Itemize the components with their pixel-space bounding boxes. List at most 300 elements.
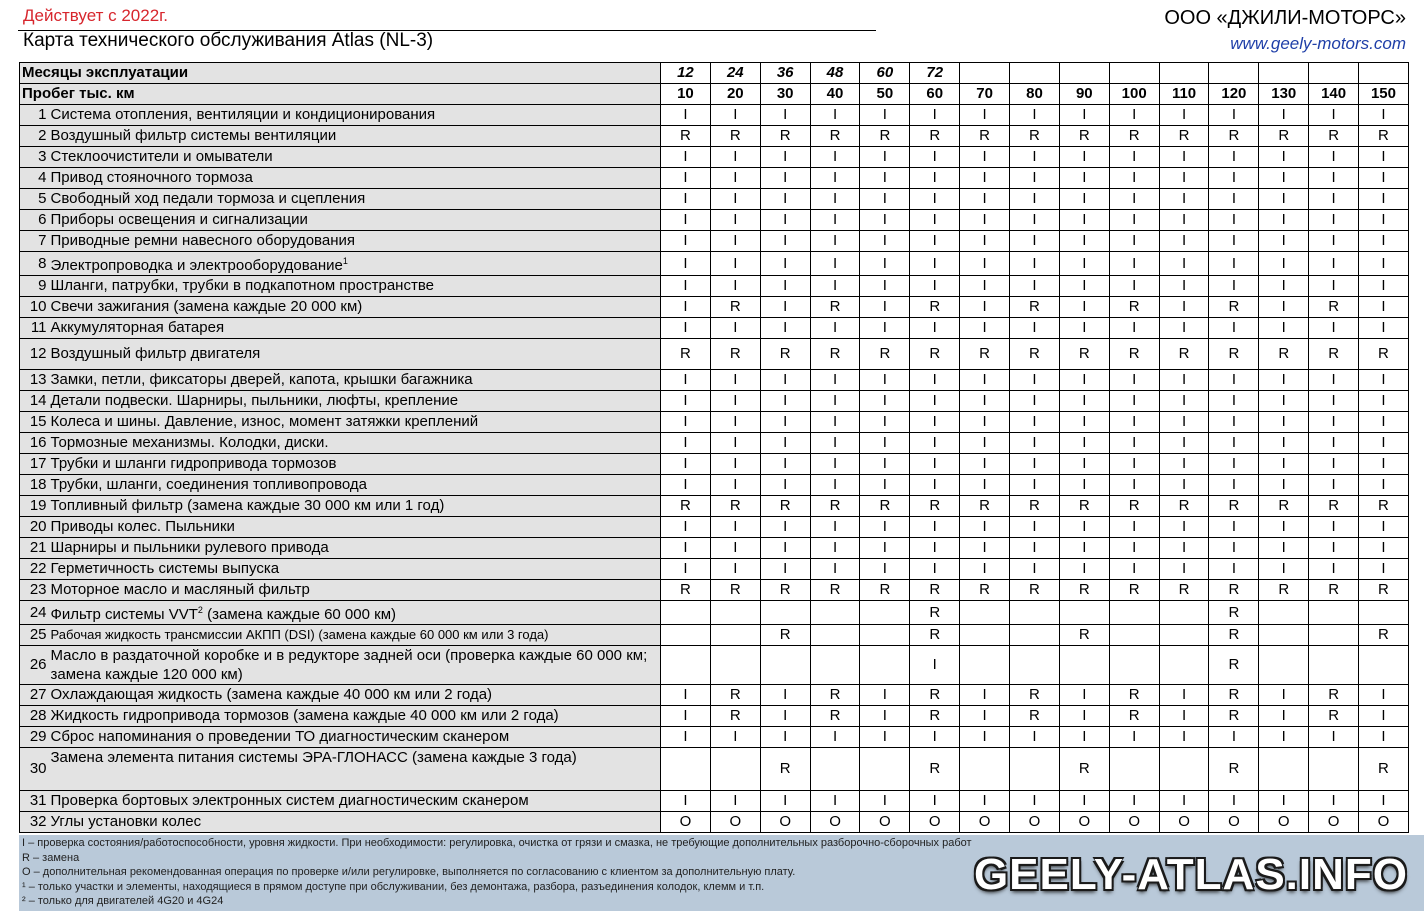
row-name [49,791,661,812]
schedule-cell: R [1010,685,1060,706]
schedule-cell [1259,646,1309,685]
row-name [49,318,661,339]
schedule-cell: I [1059,475,1109,496]
schedule-cell: R [1159,496,1209,517]
schedule-cell: I [1209,231,1259,252]
schedule-cell: R [710,297,760,318]
row-name-text: Шарниры и пыльники рулевого привода [50,539,329,556]
schedule-cell: R [760,339,810,370]
schedule-cell [661,625,711,646]
schedule-cell [760,601,810,625]
schedule-cell [1359,601,1409,625]
table-row [20,496,1409,517]
document-title: Карта технического обслуживания Atlas (NL-3) [23,30,434,51]
schedule-cell: I [760,276,810,297]
schedule-cell: O [1059,812,1109,833]
schedule-cell: I [661,706,711,727]
row-number: 3 [20,147,49,168]
schedule-cell: R [1259,126,1309,147]
schedule-cell: R [910,601,960,625]
schedule-cell: I [1159,475,1209,496]
schedule-cell: I [1259,147,1309,168]
schedule-cell: R [1109,126,1159,147]
schedule-cell: I [710,727,760,748]
schedule-cell: I [1259,412,1309,433]
schedule-cell: R [1159,580,1209,601]
schedule-cell: I [1059,210,1109,231]
schedule-cell: I [1359,370,1409,391]
month-cell [1010,63,1060,84]
schedule-cell: I [1359,210,1409,231]
row-number: 23 [20,580,49,601]
row-name-suffix: (замена каждые 60 000 км) [202,606,396,623]
schedule-cell: I [860,433,910,454]
schedule-cell: I [860,475,910,496]
schedule-cell: I [860,168,910,189]
row-number: 4 [20,168,49,189]
table-row [20,625,1409,646]
row-name-text: Углы установки колес [50,813,202,830]
row-number: 10 [20,297,49,318]
row-name [49,748,661,791]
schedule-cell [710,601,760,625]
schedule-cell [1309,748,1359,791]
schedule-cell: I [1010,433,1060,454]
schedule-cell: I [1159,147,1209,168]
legend-note: R – замена [22,851,80,864]
schedule-cell: I [1059,189,1109,210]
schedule-cell: I [1109,538,1159,559]
schedule-cell: R [910,748,960,791]
row-name [49,559,661,580]
row-number: 15 [20,412,49,433]
schedule-cell: I [1359,727,1409,748]
mileage-cell: 90 [1059,84,1109,105]
schedule-cell: I [1209,791,1259,812]
schedule-cell: I [860,210,910,231]
row-name [49,231,661,252]
table-row [20,580,1409,601]
row-name-text: Воздушный фильтр двигателя [50,345,261,362]
schedule-cell: R [910,706,960,727]
schedule-cell: I [1259,210,1309,231]
schedule-cell [1159,601,1209,625]
schedule-cell: I [710,276,760,297]
schedule-cell: I [1109,105,1159,126]
schedule-cell: R [1109,297,1159,318]
row-name [49,496,661,517]
schedule-cell: I [710,538,760,559]
schedule-cell: R [1059,748,1109,791]
table-row [20,475,1409,496]
mileage-cell: 40 [810,84,860,105]
schedule-cell: R [1059,339,1109,370]
schedule-cell: I [1259,517,1309,538]
schedule-cell: I [810,454,860,475]
schedule-cell: I [1059,105,1109,126]
schedule-cell: I [1259,433,1309,454]
schedule-cell: O [960,812,1010,833]
schedule-cell: I [1059,252,1109,276]
schedule-cell: I [1109,252,1159,276]
schedule-cell [710,646,760,685]
schedule-cell: I [661,370,711,391]
mileage-cell: 140 [1309,84,1359,105]
schedule-cell: I [1010,210,1060,231]
schedule-cell: I [1209,189,1259,210]
schedule-cell: R [1109,685,1159,706]
months-label: Месяцы эксплуатации [20,63,661,84]
table-row [20,559,1409,580]
schedule-cell: I [760,168,810,189]
schedule-cell: I [1059,433,1109,454]
schedule-cell: I [910,168,960,189]
row-name-text: Охлаждающая жидкость (замена каждые 40 000 км или 2 года) [50,686,493,703]
schedule-cell: I [1309,391,1359,412]
schedule-cell: I [1010,454,1060,475]
table-row [20,706,1409,727]
row-number: 6 [20,210,49,231]
schedule-cell: I [1309,168,1359,189]
table-row [20,231,1409,252]
row-name-text: Воздушный фильтр системы вентиляции [50,127,337,144]
schedule-cell: I [1209,210,1259,231]
row-name [49,433,661,454]
schedule-cell: I [1059,168,1109,189]
schedule-cell: I [1010,475,1060,496]
schedule-cell: I [1109,210,1159,231]
row-name [49,646,661,685]
schedule-cell: R [1359,625,1409,646]
schedule-cell: I [1159,318,1209,339]
mileage-cell: 70 [960,84,1010,105]
schedule-cell: I [1109,147,1159,168]
schedule-cell [860,601,910,625]
schedule-cell: I [810,105,860,126]
row-number: 19 [20,496,49,517]
schedule-cell: R [1059,625,1109,646]
row-name-text: Топливный фильтр (замена каждые 30 000 км или 1 год) [50,497,445,514]
schedule-cell: I [1059,297,1109,318]
schedule-cell: I [1109,391,1159,412]
site-watermark: GEELY-ATLAS.INFO [973,850,1408,899]
table-row [20,727,1409,748]
schedule-cell: I [910,412,960,433]
schedule-cell: I [1109,231,1159,252]
table-row [20,339,1409,370]
schedule-cell: I [760,231,810,252]
schedule-cell: I [1159,559,1209,580]
schedule-cell: I [1309,231,1359,252]
schedule-cell: I [810,189,860,210]
row-name-text: Тормозные механизмы. Колодки, диски. [50,434,329,451]
schedule-cell: I [710,370,760,391]
schedule-cell: I [661,475,711,496]
schedule-cell: I [661,168,711,189]
row-name [49,454,661,475]
schedule-cell: I [1209,391,1259,412]
row-name-text: Приборы освещения и сигнализации [50,211,308,228]
schedule-cell [1109,601,1159,625]
schedule-cell: I [1159,538,1209,559]
month-cell [960,63,1010,84]
schedule-cell: R [710,685,760,706]
schedule-cell: R [1159,339,1209,370]
schedule-cell: I [1359,706,1409,727]
schedule-cell: I [1359,475,1409,496]
schedule-cell: I [1209,412,1259,433]
schedule-cell: I [760,685,810,706]
schedule-cell: I [710,454,760,475]
schedule-cell [710,748,760,791]
month-cell [1259,63,1309,84]
schedule-cell: I [1059,454,1109,475]
row-name [49,168,661,189]
schedule-cell [810,601,860,625]
schedule-cell: I [1309,210,1359,231]
schedule-cell [1159,748,1209,791]
schedule-cell: I [1209,147,1259,168]
schedule-cell: I [1359,791,1409,812]
schedule-cell: R [661,126,711,147]
month-cell [1059,63,1109,84]
schedule-cell: I [1209,370,1259,391]
schedule-cell: R [1309,496,1359,517]
schedule-cell: R [710,339,760,370]
schedule-cell: I [1309,252,1359,276]
schedule-cell: I [910,559,960,580]
row-name [49,189,661,210]
schedule-cell: R [760,748,810,791]
schedule-cell: I [1359,276,1409,297]
schedule-cell: R [810,297,860,318]
schedule-cell: R [810,126,860,147]
month-cell: 12 [661,63,711,84]
schedule-cell: I [1059,147,1109,168]
month-cell: 24 [710,63,760,84]
schedule-cell: R [860,339,910,370]
row-number: 16 [20,433,49,454]
schedule-cell: I [760,297,810,318]
row-name [49,706,661,727]
schedule-cell: I [860,189,910,210]
schedule-cell: R [1209,625,1259,646]
row-name [49,105,661,126]
month-cell: 60 [860,63,910,84]
schedule-cell: I [661,454,711,475]
schedule-cell: I [1109,475,1159,496]
schedule-cell: I [810,391,860,412]
schedule-cell: I [1010,391,1060,412]
row-name-text: Приводные ремни навесного оборудования [50,232,355,249]
row-name [49,475,661,496]
schedule-cell: I [1259,276,1309,297]
row-name-text: Фильтр системы VVT [50,606,198,623]
schedule-cell: I [960,706,1010,727]
month-cell [1309,63,1359,84]
month-cell: 48 [810,63,860,84]
schedule-cell: R [1209,580,1259,601]
schedule-cell: R [1010,339,1060,370]
schedule-cell: I [910,105,960,126]
schedule-cell: R [1209,126,1259,147]
schedule-cell: I [960,685,1010,706]
schedule-cell: I [1259,189,1309,210]
schedule-cell: R [960,580,1010,601]
schedule-cell: I [661,412,711,433]
schedule-cell: I [760,791,810,812]
schedule-cell: I [960,252,1010,276]
row-name-text: Сброс напоминания о проведении ТО диагностическим сканером [50,728,510,745]
table-row [20,791,1409,812]
schedule-cell: I [760,454,810,475]
schedule-cell: R [1259,496,1309,517]
schedule-cell: I [1309,370,1359,391]
row-name [49,517,661,538]
schedule-cell: I [960,370,1010,391]
schedule-cell: I [760,105,810,126]
schedule-cell: R [1010,126,1060,147]
schedule-cell: I [1159,168,1209,189]
schedule-cell: O [1209,812,1259,833]
schedule-cell: I [760,475,810,496]
schedule-cell: I [661,297,711,318]
schedule-cell: O [1259,812,1309,833]
schedule-cell: R [1010,496,1060,517]
schedule-cell: I [860,454,910,475]
row-name [49,812,661,833]
row-number: 32 [20,812,49,833]
schedule-cell: I [1109,168,1159,189]
schedule-cell: I [760,559,810,580]
schedule-cell: I [1309,791,1359,812]
schedule-cell: I [1159,391,1209,412]
mileage-cell: 110 [1159,84,1209,105]
schedule-cell: I [1010,276,1060,297]
schedule-cell: R [760,126,810,147]
schedule-cell: I [661,147,711,168]
schedule-cell: I [1159,210,1209,231]
schedule-cell [810,646,860,685]
schedule-cell: I [910,475,960,496]
schedule-cell: I [910,147,960,168]
schedule-cell: I [860,276,910,297]
schedule-cell: I [1259,727,1309,748]
month-cell [1209,63,1259,84]
schedule-cell: I [1059,538,1109,559]
schedule-cell: I [710,391,760,412]
schedule-cell: I [1159,454,1209,475]
month-cell [1359,63,1409,84]
schedule-cell: I [1259,706,1309,727]
row-number: 31 [20,791,49,812]
valid-from: Действует с 2022г. [23,6,169,25]
schedule-cell [960,601,1010,625]
schedule-cell: R [1309,580,1359,601]
schedule-cell: I [1359,412,1409,433]
schedule-cell: R [1259,339,1309,370]
mileage-cell: 80 [1010,84,1060,105]
schedule-cell: I [710,475,760,496]
schedule-cell: I [960,318,1010,339]
schedule-cell [810,748,860,791]
schedule-cell: I [760,412,810,433]
schedule-cell: I [1059,791,1109,812]
schedule-cell: I [810,517,860,538]
schedule-cell: R [960,126,1010,147]
schedule-cell: I [1010,538,1060,559]
schedule-cell: I [1159,370,1209,391]
schedule-cell: I [810,370,860,391]
row-number: 22 [20,559,49,580]
schedule-cell: R [810,706,860,727]
schedule-cell: I [1359,454,1409,475]
schedule-cell: I [1010,252,1060,276]
row-name [49,580,661,601]
schedule-cell: I [910,433,960,454]
schedule-cell: I [661,105,711,126]
schedule-cell: I [960,168,1010,189]
row-number: 27 [20,685,49,706]
schedule-cell: O [661,812,711,833]
schedule-cell: I [810,727,860,748]
schedule-cell: R [710,580,760,601]
schedule-cell: R [1059,126,1109,147]
month-cell: 72 [910,63,960,84]
schedule-cell [1259,748,1309,791]
schedule-cell: I [1309,433,1359,454]
schedule-cell: I [1259,297,1309,318]
schedule-cell: I [1010,318,1060,339]
schedule-cell: R [760,496,810,517]
schedule-cell: I [710,433,760,454]
schedule-cell: I [960,105,1010,126]
schedule-cell: I [960,538,1010,559]
schedule-cell: I [1309,538,1359,559]
schedule-cell [1259,625,1309,646]
schedule-cell: I [810,791,860,812]
schedule-cell: I [661,727,711,748]
schedule-cell: R [810,496,860,517]
schedule-cell: I [1059,370,1109,391]
row-number: 25 [20,625,49,646]
website-link[interactable]: www.geely-motors.com [1230,34,1406,53]
schedule-cell: R [1209,685,1259,706]
schedule-cell [1159,625,1209,646]
schedule-cell: I [710,189,760,210]
schedule-cell: I [960,412,1010,433]
schedule-cell: I [760,727,810,748]
row-name-text: Аккумуляторная батарея [50,319,225,336]
schedule-cell: R [810,685,860,706]
schedule-cell: I [1010,412,1060,433]
schedule-cell: I [1209,318,1259,339]
schedule-cell: I [1159,791,1209,812]
schedule-cell: I [710,105,760,126]
row-name-text: Электропроводка и электрооборудование [50,257,343,274]
legend-note: I – проверка состояния/работоспособности, уровня жидкости. При необходимости: регулировка, очистка от грязи и смазка, не требующие дополнительных разборочно-сборочных работ [22,837,972,849]
schedule-cell [860,646,910,685]
mileage-cell: 150 [1359,84,1409,105]
schedule-cell: I [810,252,860,276]
schedule-cell: I [1359,559,1409,580]
legend-note: ¹ – только участки и элементы, находящиеся в прямом доступе при обслуживании, без демонтажа, разбора, разъединения колодок, клемм и т.п. [22,880,765,893]
row-number: 8 [20,252,49,276]
schedule-cell: R [910,126,960,147]
row-name [49,412,661,433]
row-number: 18 [20,475,49,496]
schedule-cell: O [1159,812,1209,833]
